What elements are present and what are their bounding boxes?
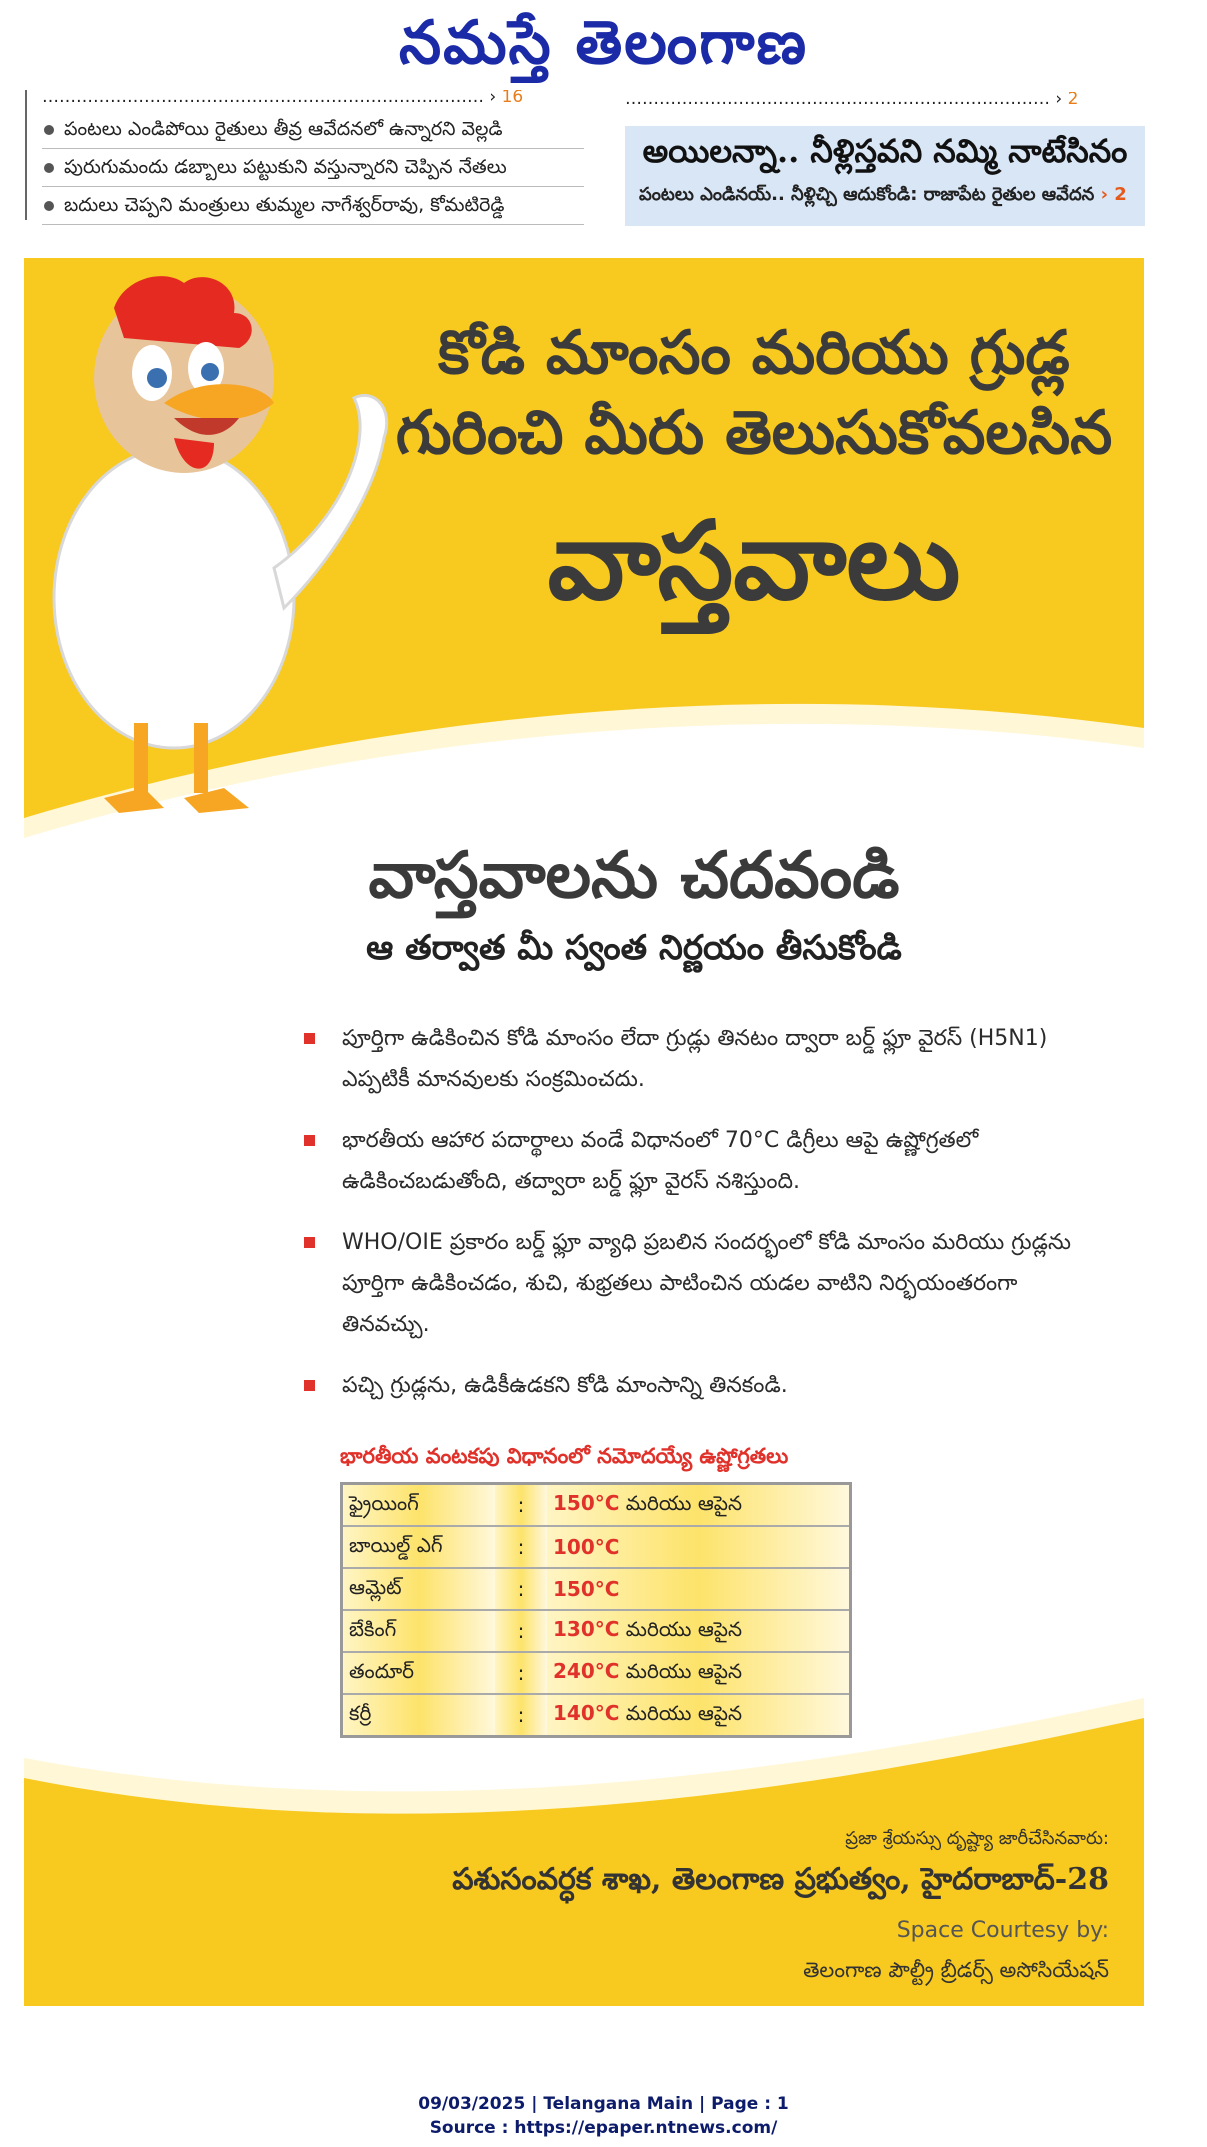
ad-subtitle-secondary: ఆ తర్వాత మీ స్వంత నిర్ణయం తీసుకోండి: [366, 928, 902, 968]
separator: :: [495, 1610, 547, 1652]
separator: :: [495, 1694, 547, 1737]
ad-title-line1: కోడి మాంసం మరియు గ్రుడ్ల: [438, 318, 1070, 388]
news-bullet-item: బదులు చెప్పని మంత్రులు తుమ్మల నాగేశ్వర్‌రావు, కోమటిరెడ్డి: [42, 194, 584, 225]
ad-title-line2: గురించి మీరు తెలుసుకోవలసిన: [395, 398, 1113, 468]
headline-subline-text: పంటలు ఎండినయ్.. నీళ్లిచ్చి ఆదుకోండి: రాజాపేట రైతుల ఆవేదన: [639, 184, 1095, 205]
separator: :: [495, 1484, 547, 1527]
table-row: [342, 1568, 851, 1610]
news-bullet-list: [42, 118, 584, 232]
cut-off-line: [42, 90, 562, 104]
courtesy-name: తెలంగాణ పౌల్ట్రీ బ్రీడర్స్ అసోసియేషన్: [803, 1958, 1109, 1982]
cooking-method: కర్రీ: [342, 1694, 496, 1737]
ad-subtitle: వాస్తవాలను చదవండి: [368, 838, 900, 913]
temperature-note: మరియు ఆపైన: [625, 1658, 743, 1683]
footer-source-line: Source : https://epaper.ntnews.com/: [429, 2118, 778, 2138]
cut-off-text: ………………………………………………………………… ›: [625, 92, 1068, 106]
temperature-cell: [547, 1526, 851, 1568]
page-reference: › 2: [1100, 184, 1127, 205]
cooking-method: బాయిల్డ్ ఎగ్: [342, 1526, 496, 1568]
temperature-note: మరియు ఆపైన: [625, 1700, 743, 1725]
facts-list: [304, 1018, 1104, 1426]
chicken-mascot-icon: [24, 268, 424, 828]
news-bullet-item: పంటలు ఎండిపోయి రైతులు తీవ్ర ఆవేదనలో ఉన్నారని వెల్లడి: [42, 118, 584, 149]
temperature-cell: [547, 1694, 851, 1737]
cooking-method: ఆమ్లెట్: [342, 1568, 496, 1610]
temperature-note: మరియు ఆపైన: [625, 1616, 743, 1641]
cut-off-text: …………………………………………………………………… ›: [42, 90, 502, 104]
temperature-value: 240°C: [553, 1658, 620, 1683]
table-row: [342, 1694, 851, 1737]
temperature-cell: [547, 1652, 851, 1694]
separator: :: [495, 1652, 547, 1694]
temperature-cell: [547, 1568, 851, 1610]
ad-title-main: వాస్తవాలు: [547, 498, 961, 624]
table-row: [342, 1484, 851, 1527]
temperature-value: 150°C: [553, 1577, 620, 1601]
news-bullet-item: పురుగుమందు డబ్బాలు పట్టుకుని వస్తున్నారని చెప్పిన నేతలు: [42, 156, 584, 187]
cooking-method: తందూర్: [342, 1652, 496, 1694]
temperature-heading: భారతీయ వంటకపు విధానంలో నమోదయ్యే ఉష్ణోగ్రతలు: [340, 1444, 789, 1468]
issuer-name: పశుసంవర్ధక శాఖ, తెలంగాణ ప్రభుత్వం, హైదరాబాద్-28: [452, 1862, 1109, 1897]
separator: :: [495, 1568, 547, 1610]
temperature-value: 150°C: [553, 1490, 620, 1515]
masthead-logo: నమస్తే తెలంగాణ: [398, 8, 809, 78]
temperature-cell: [547, 1484, 851, 1527]
cut-off-page: 2: [1067, 92, 1079, 106]
headline-box: [625, 126, 1145, 226]
issuer-label: ప్రజా శ్రేయస్సు దృష్ట్యా జారీచేసినవారు:: [845, 1828, 1109, 1849]
headline-title: అయిలన్నా.. నీళ్లిస్తవని నమ్మి నాటేసినం: [642, 132, 1128, 170]
temperature-cell: [547, 1610, 851, 1652]
table-row: [342, 1526, 851, 1568]
table-row: [342, 1610, 851, 1652]
temperature-note: మరియు ఆపైన: [625, 1490, 743, 1515]
cut-off-page: 16: [501, 90, 524, 104]
left-news-column: [25, 90, 567, 220]
temperature-table: [340, 1482, 852, 1738]
table-row: [342, 1652, 851, 1694]
advertisement: [24, 258, 1144, 2006]
fact-item: పూర్తిగా ఉడికించిన కోడి మాంసం లేదా గ్రుడ్లు తినటం ద్వారా బర్డ్ ఫ్లూ వైరస్ (H5N1) ఎప్పటికీ మానవులకు సంక్రమించదు.: [304, 1018, 1104, 1100]
fact-item: పచ్చి గ్రుడ్లను, ఉడికీఉడకని కోడి మాంసాన్ని తినకండి.: [304, 1365, 1104, 1406]
fact-item: భారతీయ ఆహార పదార్థాలు వండే విధానంలో 70°C డిగ్రీలు ఆపై ఉష్ణోగ్రతలో ఉడికించబడుతోంది, తద్వారా బర్డ్ ఫ్లూ వైరస్ నశిస్తుంది.: [304, 1120, 1104, 1202]
footer-date-line: 09/03/2025 | Telangana Main | Page : 1: [418, 2094, 789, 2114]
separator: :: [495, 1526, 547, 1568]
courtesy-label: Space Courtesy by:: [896, 1918, 1109, 1943]
temperature-value: 100°C: [553, 1535, 620, 1559]
fact-item: WHO/OIE ప్రకారం బర్డ్ ఫ్లూ వ్యాధి ప్రబలిన సందర్భంలో కోడి మాంసం మరియు గ్రుడ్లను పూర్తిగా ఉడికించడం, శుచి, శుభ్రతలు పాటించిన యడల వాటిని నిర్భయంతరంగా తినవచ్చు.: [304, 1222, 1104, 1345]
cooking-method: ఫ్రైయింగ్: [342, 1484, 496, 1527]
headline-subline: [639, 184, 1139, 209]
right-cut-off-line: [625, 92, 1145, 106]
cooking-method: బేకింగ్: [342, 1610, 496, 1652]
temperature-value: 130°C: [553, 1616, 620, 1641]
temperature-value: 140°C: [553, 1700, 620, 1725]
